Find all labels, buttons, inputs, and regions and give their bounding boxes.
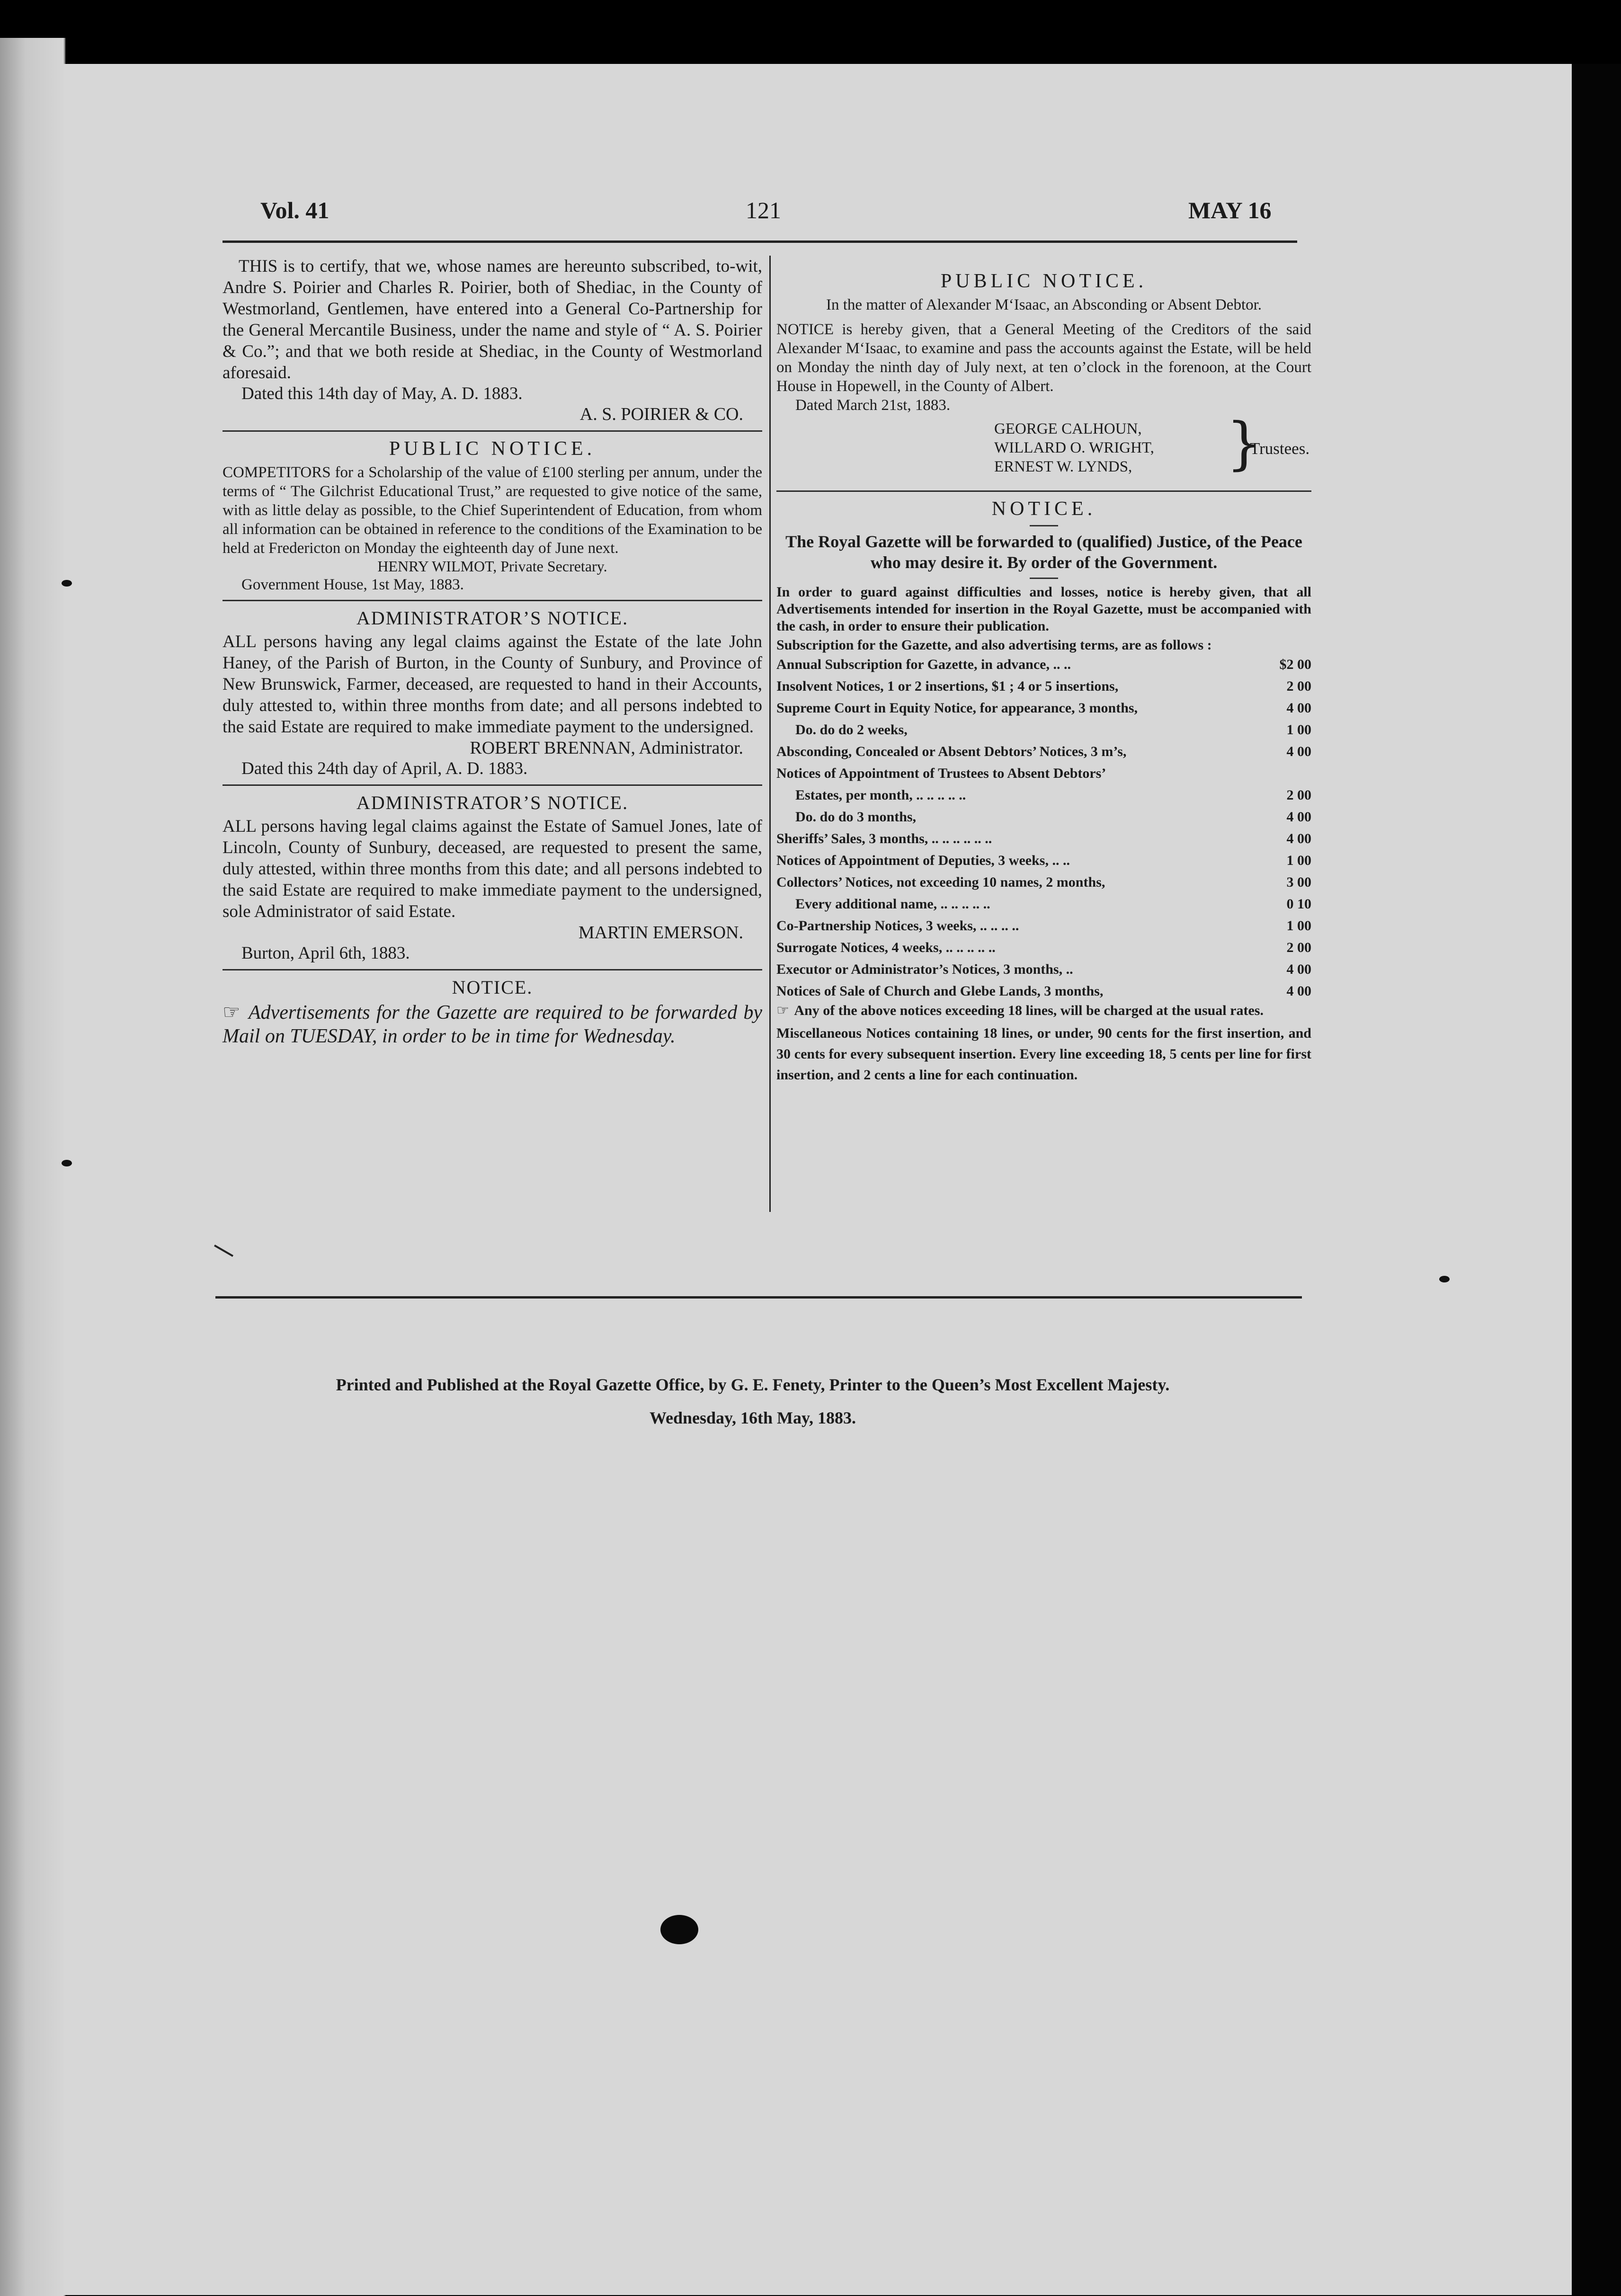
- mail-notice-text: Advertisements for the Gazette are required to be forwarded by Mail on TUESDAY, in order to be in time for Wednesday.: [223, 1002, 763, 1047]
- rate-label: Do. do do 2 weeks,: [795, 722, 908, 738]
- trustees-label: Trustees.: [1250, 439, 1310, 458]
- column-divider: [769, 256, 771, 1212]
- copartnership-notice: [223, 256, 762, 425]
- rate-row: [776, 893, 1311, 915]
- scan-speck: [62, 580, 72, 587]
- short-rule: [1030, 578, 1058, 579]
- haney-date: Dated this 24th day of April, A. D. 1883.: [241, 759, 528, 778]
- jones-signature: MARTIN EMERSON.: [578, 923, 743, 943]
- trustee-name: GEORGE CALHOUN,: [994, 420, 1142, 437]
- header-rule: [223, 240, 1297, 243]
- rate-amount: 4 00: [1286, 744, 1311, 759]
- rate-row: [776, 850, 1311, 872]
- imprint: [256, 1368, 1250, 1434]
- rate-label: Annual Subscription for Gazette, in advance, .. ..: [776, 657, 1071, 672]
- page-number: 121: [746, 197, 781, 223]
- rate-row: [776, 980, 1311, 1002]
- gazette-notice-heading: NOTICE.: [991, 498, 1096, 520]
- absconding-debtor-notice: [776, 270, 1311, 481]
- rate-amount: $2 00: [1279, 657, 1311, 672]
- rate-amount: 4 00: [1286, 961, 1311, 977]
- absconding-subtitle: In the matter of Alexander M‘Isaac, an Absconding or Absent Debtor.: [826, 296, 1262, 313]
- rate-amount: 2 00: [1286, 678, 1311, 694]
- scan-speck: [1439, 1276, 1450, 1282]
- pointing-hand-icon: ☞: [223, 1000, 249, 1023]
- rate-label: Notices of Sale of Church and Glebe Lands, 3 months,: [776, 983, 1104, 999]
- rate-label: Supreme Court in Equity Notice, for appearance, 3 months,: [776, 700, 1138, 716]
- rate-amount: 4 00: [1286, 983, 1311, 999]
- brace-icon: }: [1226, 411, 1263, 477]
- rate-row: [776, 784, 1311, 806]
- pointing-hand-icon: ☞: [776, 1002, 794, 1019]
- rate-row: [776, 828, 1311, 850]
- divider: [776, 490, 1311, 492]
- rate-amount: 1 00: [1286, 722, 1311, 738]
- rate-amount: 3 00: [1286, 874, 1311, 890]
- absconding-text: NOTICE is hereby given, that a General Meeting of the Creditors of the said Alexander M‘Isaac, to examine and pass the accounts against the Estate, will be held on Monday the ninth day of July next, at ten o’clock in the forenoon, at the Court House in Hopewell, in the County of Albert.: [776, 321, 1311, 395]
- rate-label: Notices of Appointment of Deputies, 3 weeks, .. ..: [776, 853, 1070, 868]
- excess-note: Any of the above notices exceeding 18 lines, will be charged at the usual rates.: [794, 1003, 1264, 1018]
- trustees-block: [776, 411, 1311, 481]
- rate-label: Insolvent Notices, 1 or 2 insertions, $1 ; 4 or 5 insertions,: [776, 678, 1119, 694]
- rate-amount: 1 00: [1286, 918, 1311, 934]
- scan-background-strip: [1572, 64, 1621, 2295]
- rate-label: Do. do do 3 months,: [795, 809, 917, 825]
- rate-amount: 0 10: [1286, 896, 1311, 912]
- rate-row: [776, 741, 1311, 763]
- rate-label: Collectors’ Notices, not exceeding 10 names, 2 months,: [776, 874, 1105, 890]
- rate-row: [776, 872, 1311, 893]
- rate-label: Surrogate Notices, 4 weeks, .. .. .. .. ..: [776, 940, 996, 955]
- right-column: [776, 265, 1311, 1086]
- jones-date: Burton, April 6th, 1883.: [241, 943, 410, 963]
- absconding-heading: PUBLIC NOTICE.: [940, 270, 1148, 292]
- copartnership-text: THIS is to certify, that we, whose names are hereunto subscribed, to-wit, Andre S. Poirier and Charles R. Poirier, both of Shediac, in the County of Westmorland, Gentlemen, have entered into a General Co-Partnership for the General Mercantile Business, under the name and style of “ A. S. Poirier & Co.”; and that we both reside at Shediac, in the County of Westmorland aforesaid.: [223, 257, 762, 383]
- haney-signature: ROBERT BRENNAN, Administrator.: [470, 738, 743, 758]
- jones-heading: ADMINISTRATOR’S NOTICE.: [356, 792, 629, 813]
- trustee-name: ERNEST W. LYNDS,: [994, 458, 1132, 475]
- volume-label: Vol. 41: [260, 197, 330, 223]
- scholarship-signature: HENRY WILMOT, Private Secretary.: [377, 558, 607, 575]
- short-rule: [1030, 525, 1058, 526]
- trustee-name: WILLARD O. WRIGHT,: [994, 439, 1154, 456]
- haney-heading: ADMINISTRATOR’S NOTICE.: [356, 607, 629, 629]
- rate-row: [776, 937, 1311, 959]
- rate-row: [776, 763, 1311, 784]
- rate-label: Co-Partnership Notices, 3 weeks, .. .. .. ..: [776, 918, 1019, 934]
- rate-row: [776, 806, 1311, 828]
- rate-label: Notices of Appointment of Trustees to Absent Debtors’: [776, 765, 1106, 781]
- ink-blot: [660, 1915, 698, 1944]
- rate-amount: 4 00: [1286, 809, 1311, 825]
- scholarship-heading: PUBLIC NOTICE.: [389, 438, 596, 460]
- rate-amount: [1264, 763, 1311, 784]
- scan-speck: [62, 1160, 72, 1166]
- rate-label: Absconding, Concealed or Absent Debtors’ Notices, 3 m’s,: [776, 744, 1127, 759]
- divider: [223, 969, 762, 970]
- jones-text: ALL persons having legal claims against the Estate of Samuel Jones, late of Lincoln, County of Sunbury, deceased, are requested to present the same, duly attested, within three months from this date; and all persons indebted to the said Estate are required to make immediate payment to the undersigned, sole Administrator of said Estate.: [223, 817, 762, 921]
- printed-date: Wednesday, 16th May, 1883.: [649, 1408, 856, 1427]
- divider: [223, 430, 762, 432]
- guard-text: In order to guard against difficulties and losses, notice is hereby given, that all Advertisements intended for insertion in the Royal Gazette, must be accompanied with the cash, in order to ensure their publication.: [776, 584, 1311, 634]
- gazette-notice: [776, 498, 1311, 1086]
- rate-label: Estates, per month, .. .. .. .. ..: [795, 787, 966, 803]
- haney-text: ALL persons having any legal claims against the Estate of the late John Haney, of the Parish of Burton, in the County of Sunbury, and Province of New Brunswick, Farmer, deceased, are requested to hand in their Accounts, duly attested to, within three months from date; and all persons indebted to the said Estate are required to make immediate payment to the undersigned.: [223, 632, 762, 737]
- mail-notice: [223, 976, 762, 1048]
- administrator-notice-jones: [223, 792, 762, 963]
- rate-amount: 4 00: [1286, 700, 1311, 716]
- rate-row: [776, 697, 1311, 719]
- copartnership-date: Dated this 14th day of May, A. D. 1883.: [241, 384, 523, 403]
- copartnership-signature: A. S. POIRIER & CO.: [579, 404, 743, 424]
- scholarship-date: Government House, 1st May, 1883.: [241, 576, 464, 593]
- scholarship-text: COMPETITORS for a Scholarship of the value of £100 sterling per annum, under the terms of “ The Gilchrist Educational Trust,” are requested to give notice of the same, with as little delay as possible, to the Chief Superintendent of Education, from whom all information can be obtained in reference to the conditions of the Examination to be held at Fredericton on Monday the eighteenth day of June next.: [223, 464, 762, 557]
- rate-row: [776, 719, 1311, 741]
- issue-date: MAY 16: [1188, 197, 1272, 223]
- misc-note: Miscellaneous Notices containing 18 lines, or under, 90 cents for the first insertion, and 30 cents for every subsequent insertion. Every line exceeding 18, 5 cents per line for first insertion, and 2 cents a line for each continuation.: [776, 1025, 1311, 1083]
- rate-amount: 1 00: [1286, 853, 1311, 868]
- left-column: [223, 256, 762, 1048]
- rate-row: [776, 915, 1311, 937]
- rate-amount: 2 00: [1286, 787, 1311, 803]
- rate-amount: 4 00: [1286, 831, 1311, 846]
- rate-row: [776, 654, 1311, 676]
- rates-table: [776, 654, 1311, 1002]
- rate-row: [776, 676, 1311, 697]
- scan-binding-edge: [0, 38, 65, 2296]
- footer-rule: [215, 1296, 1302, 1299]
- gazette-notice-text: The Royal Gazette will be forwarded to (qualified) Justice, of the Peace who may desire it. By order of the Government.: [785, 532, 1302, 572]
- divider: [223, 600, 762, 601]
- printed-line: Printed and Published at the Royal Gazette Office, by G. E. Fenety, Printer to the Queen’s Most Excellent Majesty.: [336, 1375, 1170, 1394]
- administrator-notice-haney: [223, 607, 762, 779]
- rate-row: [776, 959, 1311, 980]
- terms-intro: Subscription for the Gazette, and also advertising terms, are as follows :: [776, 637, 1212, 653]
- rate-label: Sheriffs’ Sales, 3 months, .. .. .. .. .. ..: [776, 831, 992, 846]
- scholarship-notice: [223, 437, 762, 594]
- rate-label: Every additional name, .. .. .. .. ..: [795, 896, 990, 912]
- rate-amount: 2 00: [1286, 940, 1311, 955]
- mail-notice-heading: NOTICE.: [452, 977, 533, 998]
- rate-label: Executor or Administrator’s Notices, 3 months, ..: [776, 961, 1073, 977]
- divider: [223, 784, 762, 786]
- absconding-date: Dated March 21st, 1883.: [795, 397, 951, 414]
